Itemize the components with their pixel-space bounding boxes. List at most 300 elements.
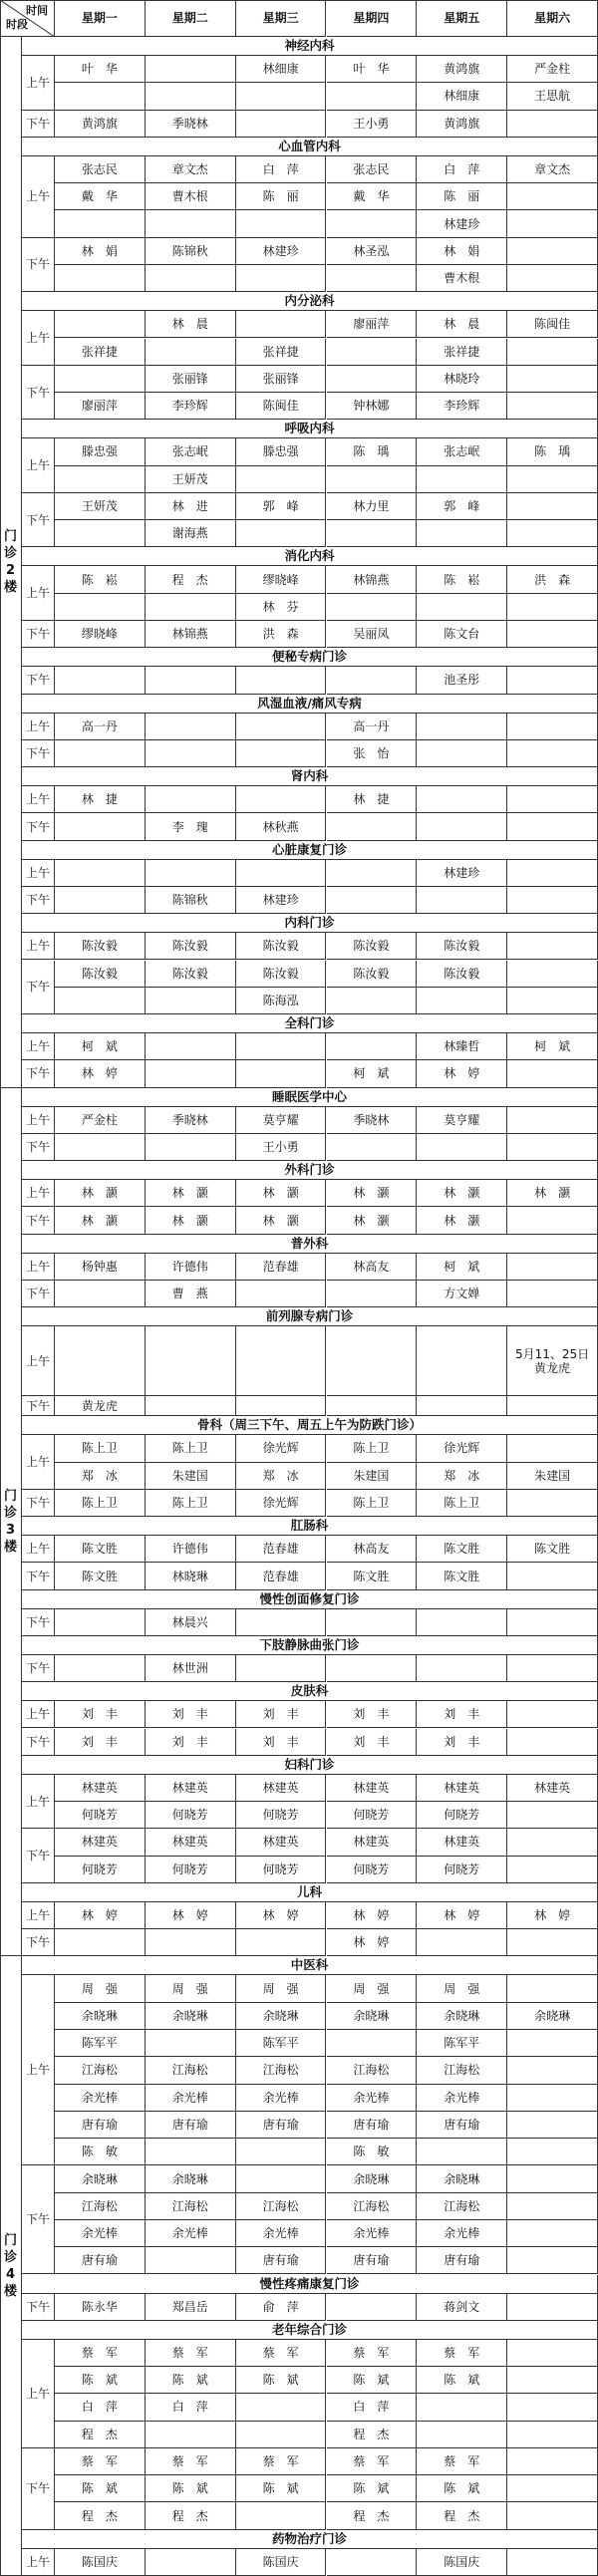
doctor-cell <box>327 1609 418 1636</box>
doctor-cell <box>236 1326 327 1396</box>
doctor-cell <box>507 2448 598 2475</box>
doctor-cell: 蔡 军 <box>146 2340 236 2367</box>
doctor-cell <box>507 2294 598 2321</box>
doctor-cell: 陈 丽 <box>417 183 507 210</box>
doctor-cell: 滕忠强 <box>55 438 146 465</box>
doctor-cell: 余光棒 <box>417 2085 507 2112</box>
doctor-cell <box>236 111 327 138</box>
doctor-cell <box>236 83 327 110</box>
doctor-cell <box>507 1107 598 1134</box>
doctor-cell: 江海松 <box>236 2057 327 2084</box>
doctor-cell: 张志岷 <box>146 438 236 465</box>
doctor-cell: 李 瑰 <box>146 813 236 840</box>
doctor-cell: 王小勇 <box>327 111 418 138</box>
doctor-cell <box>55 887 146 914</box>
department-header: 呼吸内科 <box>22 420 598 438</box>
doctor-cell <box>146 786 236 813</box>
period-label: 下午 <box>22 1060 55 1087</box>
doctor-cell <box>146 1326 236 1396</box>
doctor-cell: 周 强 <box>55 1975 146 2002</box>
doctor-cell: 陈上卫 <box>55 1490 146 1517</box>
department-header: 心脏康复门诊 <box>22 841 598 860</box>
doctor-cell <box>417 466 507 493</box>
department-header: 皮肤科 <box>22 1682 598 1701</box>
doctor-cell: 蔡 军 <box>417 2340 507 2367</box>
doctor-cell: 陈闽佳 <box>236 393 327 420</box>
period-label: 下午 <box>22 1655 55 1682</box>
doctor-cell: 林 灏 <box>507 1180 598 1207</box>
doctor-cell <box>327 520 418 547</box>
doctor-cell <box>236 667 327 694</box>
doctor-cell <box>55 366 146 393</box>
doctor-cell <box>507 1207 598 1234</box>
doctor-cell: 吴丽凤 <box>327 621 418 648</box>
doctor-cell <box>236 1929 327 1956</box>
doctor-cell <box>507 786 598 813</box>
doctor-cell: 陈军平 <box>55 2030 146 2057</box>
doctor-cell <box>236 1396 327 1416</box>
period-label: 下午 <box>22 1609 55 1636</box>
doctor-cell: 陈海泓 <box>236 988 327 1014</box>
doctor-cell <box>146 1033 236 1060</box>
doctor-cell: 何晓芳 <box>327 1857 418 1883</box>
doctor-cell <box>55 83 146 110</box>
doctor-cell <box>507 1857 598 1883</box>
doctor-cell: 林 灏 <box>236 1180 327 1207</box>
header-period-label: 时段 <box>6 18 28 31</box>
doctor-cell: 白 萍 <box>236 156 327 183</box>
doctor-cell: 何晓芳 <box>417 1857 507 1883</box>
doctor-cell <box>417 1929 507 1956</box>
doctor-cell: 张志民 <box>55 156 146 183</box>
doctor-cell: 何晓芳 <box>55 1857 146 1883</box>
doctor-cell: 余光棒 <box>146 2220 236 2247</box>
period-label: 下午 <box>22 111 55 138</box>
doctor-cell: 陈汝毅 <box>55 961 146 988</box>
doctor-cell: 陈锦秋 <box>146 238 236 265</box>
doctor-cell: 余晓琳 <box>417 2003 507 2030</box>
doctor-cell: 陈汝毅 <box>146 961 236 988</box>
doctor-cell: 林 灏 <box>146 1180 236 1207</box>
doctor-cell: 蒋剑文 <box>417 2294 507 2321</box>
doctor-cell <box>55 813 146 840</box>
doctor-cell <box>146 667 236 694</box>
department-header: 慢性疼痛康复门诊 <box>22 2275 598 2294</box>
doctor-cell: 林细康 <box>236 56 327 83</box>
doctor-cell <box>417 1655 507 1682</box>
doctor-cell: 高一丹 <box>327 714 418 740</box>
doctor-cell <box>146 1060 236 1087</box>
doctor-cell: 柯 斌 <box>327 1060 418 1087</box>
doctor-cell <box>507 1396 598 1416</box>
doctor-cell: 陈 斌 <box>327 2367 418 2394</box>
period-label: 上午 <box>22 2549 55 2576</box>
doctor-cell: 陈汝毅 <box>417 933 507 960</box>
doctor-cell: 何晓芳 <box>236 1802 327 1829</box>
doctor-cell: 廖丽萍 <box>55 393 146 420</box>
doctor-cell <box>417 594 507 621</box>
doctor-cell: 陈 丽 <box>236 183 327 210</box>
doctor-cell: 陈 斌 <box>146 2475 236 2502</box>
doctor-cell: 陈汝毅 <box>417 961 507 988</box>
doctor-cell: 林锦燕 <box>146 621 236 648</box>
doctor-cell <box>236 1281 327 1307</box>
doctor-cell <box>327 2030 418 2057</box>
doctor-cell: 缪晓峰 <box>236 566 327 593</box>
doctor-cell: 钟林娜 <box>327 393 418 420</box>
department-header: 前列腺专病门诊 <box>22 1307 598 1326</box>
doctor-cell: 莫亨耀 <box>417 1107 507 1134</box>
doctor-cell: 黄鸿旗 <box>417 111 507 138</box>
doctor-cell <box>55 466 146 493</box>
doctor-cell <box>236 714 327 740</box>
period-label: 下午 <box>22 2448 55 2530</box>
doctor-cell: 林 婷 <box>417 1902 507 1929</box>
doctor-cell: 白 萍 <box>327 2394 418 2421</box>
department-header: 妇科门诊 <box>22 1756 598 1775</box>
doctor-cell: 黄鸿旗 <box>55 111 146 138</box>
doctor-cell: 陈锦秋 <box>146 887 236 914</box>
doctor-cell: 何晓芳 <box>327 1802 418 1829</box>
doctor-cell <box>507 1609 598 1636</box>
doctor-cell <box>507 2475 598 2502</box>
doctor-cell: 林建英 <box>417 1829 507 1856</box>
doctor-cell <box>55 1609 146 1636</box>
doctor-cell: 林 灏 <box>327 1207 418 1234</box>
doctor-cell: 江海松 <box>146 2193 236 2220</box>
doctor-cell: 林建珍 <box>417 860 507 887</box>
doctor-cell: 唐有瑜 <box>236 2247 327 2274</box>
doctor-cell <box>507 2422 598 2448</box>
doctor-cell: 许德伟 <box>146 1254 236 1281</box>
department-header: 肛肠科 <box>22 1517 598 1536</box>
doctor-cell: 刘 丰 <box>417 1729 507 1756</box>
doctor-cell <box>146 2247 236 2274</box>
doctor-cell: 洪 森 <box>236 621 327 648</box>
doctor-cell: 余光棒 <box>236 2085 327 2112</box>
doctor-cell <box>417 2139 507 2165</box>
doctor-cell <box>327 594 418 621</box>
doctor-cell <box>55 1929 146 1956</box>
doctor-cell <box>55 520 146 547</box>
doctor-cell: 方文婵 <box>417 1281 507 1307</box>
period-label: 上午 <box>22 438 55 493</box>
doctor-cell: 周 强 <box>236 1975 327 2002</box>
doctor-cell <box>507 887 598 914</box>
doctor-cell: 江海松 <box>146 2057 236 2084</box>
doctor-cell: 林 晨 <box>417 311 507 338</box>
doctor-cell: 徐光辉 <box>236 1490 327 1517</box>
doctor-cell <box>236 210 327 237</box>
doctor-cell: 余晓琳 <box>507 2003 598 2030</box>
doctor-cell: 陈汝毅 <box>236 933 327 960</box>
doctor-cell: 余晓琳 <box>417 2165 507 2192</box>
department-header: 消化内科 <box>22 547 598 566</box>
doctor-cell: 余晓琳 <box>55 2003 146 2030</box>
doctor-cell <box>146 2030 236 2057</box>
doctor-cell: 陈永华 <box>55 2294 146 2321</box>
period-label: 上午 <box>22 1902 55 1929</box>
department-header: 全科门诊 <box>22 1014 598 1033</box>
doctor-cell <box>507 366 598 393</box>
doctor-cell: 柯 斌 <box>507 1033 598 1060</box>
department-header: 肾内科 <box>22 767 598 786</box>
doctor-cell <box>507 1134 598 1161</box>
doctor-cell: 戴 华 <box>327 183 418 210</box>
doctor-cell: 唐有瑜 <box>236 2112 327 2139</box>
doctor-cell: 郑昌岳 <box>146 2294 236 2321</box>
doctor-cell <box>507 2502 598 2529</box>
doctor-cell: 徐光辉 <box>236 1435 327 1462</box>
doctor-cell: 陈 斌 <box>146 2367 236 2394</box>
doctor-cell: 张丽锋 <box>146 366 236 393</box>
doctor-cell: 林 灏 <box>327 1180 418 1207</box>
doctor-cell <box>146 1396 236 1416</box>
doctor-cell: 戴 华 <box>55 183 146 210</box>
header-corner <box>0 0 55 37</box>
doctor-cell: 江海松 <box>55 2057 146 2084</box>
department-header: 骨科（周三下午、周五上午为防跌门诊） <box>22 1416 598 1435</box>
doctor-cell: 蔡 军 <box>327 2340 418 2367</box>
doctor-cell <box>507 621 598 648</box>
doctor-cell: 唐有瑜 <box>327 2112 418 2139</box>
doctor-cell: 林 婷 <box>55 1902 146 1929</box>
doctor-cell: 朱建国 <box>146 1463 236 1490</box>
doctor-cell: 郑 冰 <box>417 1463 507 1490</box>
doctor-cell: 许德伟 <box>146 1536 236 1563</box>
doctor-cell: 周 强 <box>327 1975 418 2002</box>
period-label: 上午 <box>22 1254 55 1281</box>
doctor-cell <box>417 813 507 840</box>
doctor-cell: 余光棒 <box>236 2220 327 2247</box>
doctor-cell <box>507 393 598 420</box>
doctor-cell: 林高友 <box>327 1536 418 1563</box>
period-label: 下午 <box>22 961 55 1015</box>
doctor-cell <box>146 2549 236 2576</box>
doctor-cell: 何晓芳 <box>146 1802 236 1829</box>
period-label: 下午 <box>22 621 55 648</box>
doctor-cell <box>417 786 507 813</box>
doctor-cell: 林晓玲 <box>417 366 507 393</box>
doctor-cell <box>507 111 598 138</box>
doctor-cell <box>146 714 236 740</box>
doctor-cell: 林世洲 <box>146 1655 236 1682</box>
doctor-cell: 缪晓峰 <box>55 621 146 648</box>
doctor-cell: 程 杰 <box>55 2422 146 2448</box>
doctor-cell: 张祥捷 <box>417 339 507 366</box>
doctor-cell: 陈文胜 <box>417 1536 507 1563</box>
department-header: 老年综合门诊 <box>22 2321 598 2340</box>
doctor-cell: 陈汝毅 <box>55 933 146 960</box>
doctor-cell <box>55 988 146 1014</box>
day-header: 星期二 <box>146 0 236 37</box>
period-label: 上午 <box>22 156 55 238</box>
doctor-cell: 林 婷 <box>417 1060 507 1087</box>
doctor-cell: 林力里 <box>327 493 418 520</box>
doctor-cell: 蔡 军 <box>146 2448 236 2475</box>
doctor-cell: 林臻哲 <box>417 1033 507 1060</box>
doctor-cell <box>146 1929 236 1956</box>
period-label: 上午 <box>22 1180 55 1207</box>
doctor-cell: 廖丽萍 <box>327 311 418 338</box>
doctor-cell <box>236 265 327 292</box>
doctor-cell: 陈文胜 <box>417 1563 507 1589</box>
doctor-cell: 陈 斌 <box>417 2475 507 2502</box>
doctor-cell <box>507 1435 598 1462</box>
doctor-cell: 黄龙虎 <box>55 1396 146 1416</box>
doctor-cell <box>55 210 146 237</box>
doctor-cell: 唐有瑜 <box>327 2247 418 2274</box>
department-header: 内科门诊 <box>22 914 598 933</box>
doctor-cell: 曹木根 <box>417 265 507 292</box>
period-label: 上午 <box>22 1536 55 1563</box>
period-label: 下午 <box>22 1134 55 1161</box>
doctor-cell <box>327 860 418 887</box>
doctor-cell <box>327 667 418 694</box>
doctor-cell <box>507 740 598 767</box>
doctor-cell: 陈上卫 <box>327 1435 418 1462</box>
doctor-cell <box>417 1134 507 1161</box>
doctor-cell: 林建英 <box>507 1775 598 1802</box>
doctor-cell: 刘 丰 <box>236 1701 327 1728</box>
doctor-cell: 高一丹 <box>55 714 146 740</box>
doctor-cell: 林 灏 <box>146 1207 236 1234</box>
doctor-cell <box>55 667 146 694</box>
doctor-cell: 林建英 <box>146 1829 236 1856</box>
doctor-cell <box>236 860 327 887</box>
day-header: 星期五 <box>417 0 507 37</box>
doctor-cell: 林 婷 <box>327 1929 418 1956</box>
doctor-cell: 林 晨 <box>146 311 236 338</box>
doctor-cell <box>417 520 507 547</box>
doctor-cell: 林建英 <box>236 1775 327 1802</box>
doctor-cell: 唐有瑜 <box>55 2112 146 2139</box>
doctor-cell: 余晓琳 <box>55 2165 146 2192</box>
department-header: 内分泌科 <box>22 292 598 311</box>
doctor-cell: 林建英 <box>146 1775 236 1802</box>
doctor-cell: 白 萍 <box>146 2394 236 2421</box>
doctor-cell: 唐有瑜 <box>417 2247 507 2274</box>
day-header: 星期三 <box>236 0 327 37</box>
doctor-cell: 蔡 军 <box>236 2340 327 2367</box>
doctor-cell: 陈 崧 <box>417 566 507 593</box>
doctor-cell: 陈上卫 <box>55 1435 146 1462</box>
doctor-cell <box>327 1326 418 1396</box>
doctor-cell: 林建英 <box>55 1829 146 1856</box>
doctor-cell: 林 婷 <box>55 1060 146 1087</box>
doctor-cell: 余晓琳 <box>146 2165 236 2192</box>
doctor-cell: 李珍辉 <box>417 393 507 420</box>
period-label: 上午 <box>22 311 55 366</box>
doctor-cell: 林 婷 <box>507 1902 598 1929</box>
doctor-cell <box>327 83 418 110</box>
doctor-cell: 刘 丰 <box>327 1729 418 1756</box>
doctor-cell <box>146 988 236 1014</box>
doctor-cell <box>55 1134 146 1161</box>
doctor-cell <box>236 2139 327 2165</box>
doctor-cell: 余晓琳 <box>327 2003 418 2030</box>
doctor-cell <box>507 238 598 265</box>
doctor-cell <box>55 1326 146 1396</box>
doctor-cell: 滕忠强 <box>236 438 327 465</box>
doctor-cell: 林 捷 <box>327 786 418 813</box>
doctor-cell: 林秋燕 <box>236 813 327 840</box>
period-label: 上午 <box>22 566 55 621</box>
doctor-cell: 林圣泓 <box>327 238 418 265</box>
doctor-cell: 章文杰 <box>146 156 236 183</box>
doctor-cell <box>236 740 327 767</box>
doctor-cell: 白 萍 <box>417 156 507 183</box>
doctor-cell: 郭 峰 <box>417 493 507 520</box>
doctor-cell <box>236 466 327 493</box>
department-header: 儿科 <box>22 1883 598 1902</box>
doctor-cell <box>507 1829 598 1856</box>
doctor-cell: 刘 丰 <box>417 1701 507 1728</box>
doctor-cell: 林 进 <box>146 493 236 520</box>
doctor-cell: 陈 敏 <box>55 2139 146 2165</box>
department-header: 普外科 <box>22 1235 598 1254</box>
doctor-cell: 柯 斌 <box>417 1254 507 1281</box>
header-time-label: 时间 <box>26 4 48 17</box>
doctor-cell <box>236 2394 327 2421</box>
doctor-cell <box>507 2394 598 2421</box>
doctor-cell: 陈上卫 <box>327 1490 418 1517</box>
doctor-cell <box>507 2112 598 2139</box>
department-header: 便秘专病门诊 <box>22 648 598 667</box>
doctor-cell: 池圣彤 <box>417 667 507 694</box>
doctor-cell <box>507 1929 598 1956</box>
day-header: 星期六 <box>507 0 598 37</box>
doctor-cell <box>507 2057 598 2084</box>
period-label: 下午 <box>22 493 55 548</box>
doctor-cell: 林晨兴 <box>146 1609 236 1636</box>
doctor-cell: 林 灏 <box>417 1207 507 1234</box>
doctor-cell <box>507 813 598 840</box>
period-label: 下午 <box>22 1281 55 1307</box>
doctor-cell: 黄鸿旗 <box>417 56 507 83</box>
doctor-cell <box>507 860 598 887</box>
department-header: 风湿血液/痛风专病 <box>22 695 598 714</box>
doctor-cell <box>55 860 146 887</box>
doctor-cell: 林建珍 <box>236 238 327 265</box>
doctor-cell: 徐光辉 <box>417 1435 507 1462</box>
doctor-cell <box>146 56 236 83</box>
doctor-cell: 季晓林 <box>146 1107 236 1134</box>
doctor-cell: 季晓林 <box>327 1107 418 1134</box>
doctor-cell <box>236 2422 327 2448</box>
doctor-cell: 江海松 <box>417 2057 507 2084</box>
doctor-cell: 林 婷 <box>327 1902 418 1929</box>
doctor-cell: 范春雄 <box>236 1536 327 1563</box>
doctor-cell: 何晓芳 <box>417 1802 507 1829</box>
doctor-cell: 林高友 <box>327 1254 418 1281</box>
period-label: 下午 <box>22 1563 55 1589</box>
doctor-cell <box>507 1701 598 1728</box>
doctor-cell: 林锦燕 <box>327 566 418 593</box>
doctor-cell: 杨钟惠 <box>55 1254 146 1281</box>
period-label: 下午 <box>22 667 55 694</box>
doctor-cell: 陈 敏 <box>327 2139 418 2165</box>
period-label: 上午 <box>22 1435 55 1490</box>
doctor-cell <box>507 466 598 493</box>
doctor-cell <box>507 2247 598 2274</box>
doctor-cell <box>417 887 507 914</box>
doctor-cell <box>146 83 236 110</box>
doctor-cell: 蔡 军 <box>327 2448 418 2475</box>
doctor-cell <box>507 714 598 740</box>
doctor-cell <box>507 2367 598 2394</box>
doctor-cell: 陈汝毅 <box>327 961 418 988</box>
